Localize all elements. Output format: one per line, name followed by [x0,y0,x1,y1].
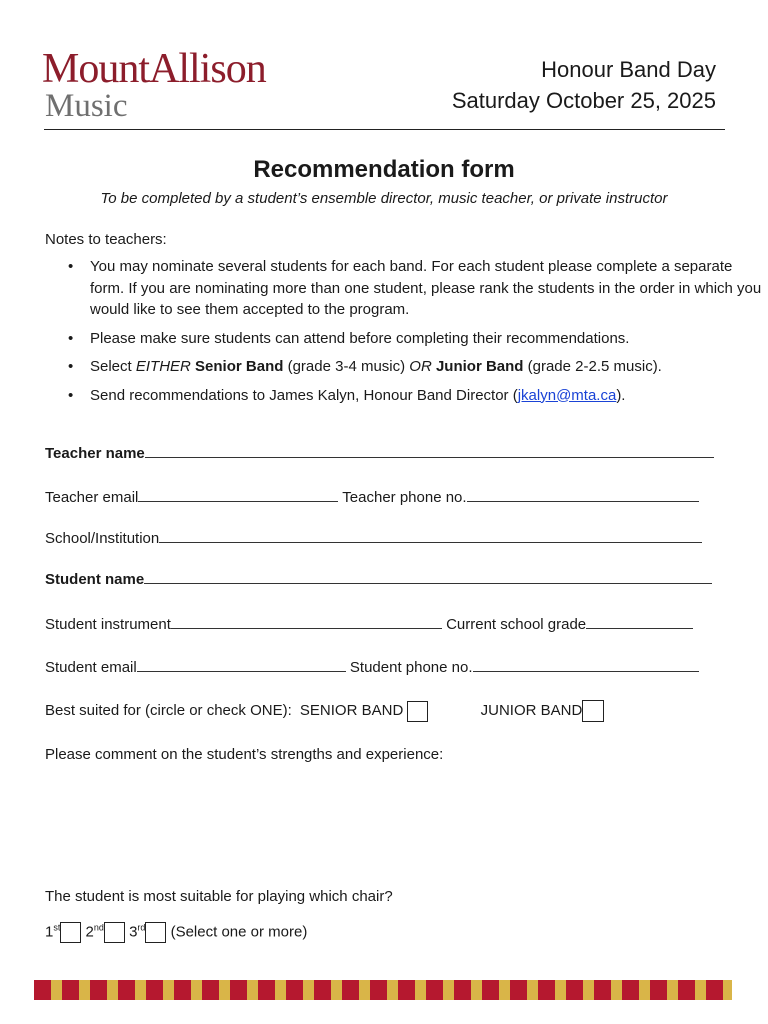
chair-2-label: 2 [85,923,94,941]
junior-band-checkbox[interactable] [582,700,604,722]
teacher-phone-field[interactable] [467,487,699,502]
teacher-phone-label: Teacher phone no. [342,489,467,506]
student-contact-row [45,657,699,676]
junior-band-label: JUNIOR BAND [480,701,583,719]
band-selection-row [45,700,604,722]
page-title: Recommendation form [253,156,515,183]
chair-selection-row: 1st 2nd 3rd (Select one or more) [45,922,307,943]
list-item: • Send recommendations to James Kalyn, Honour Band Director (jkalyn@mta.ca). [90,385,762,407]
best-suited-label: Best suited for (circle or check ONE): [45,701,292,719]
chair-1-checkbox[interactable] [60,922,81,943]
header-divider [44,129,725,130]
student-email-field[interactable] [137,657,346,672]
student-phone-field[interactable] [473,657,699,672]
school-grade-label: Current school grade [446,616,587,633]
chair-2-checkbox[interactable] [104,922,125,943]
comment-area[interactable] [45,770,717,870]
teacher-name-label: Teacher name [45,445,145,462]
list-item: • Select EITHER Senior Band (grade 3-4 music) OR Junior Band (grade 2-2.5 music). [90,356,762,378]
notes-list [45,256,762,413]
footer-stripe [34,980,732,1000]
student-email-label: Student email [45,659,137,676]
school-label: School/Institution [45,530,160,547]
select-note: (Select one or more) [170,923,308,941]
logo-wordmark: MountAllison [42,46,266,92]
page-subtitle: To be completed by a student’s ensemble director, music teacher, or private instructor [100,190,668,207]
student-instrument-label: Student instrument [45,616,171,633]
list-item: • You may nominate several students for each band. For each student please complete a separate form. If you are nominating more than one student, please rank the students in the order in which you would like to see them accepted to the program. [90,256,762,321]
school-field[interactable] [45,528,702,547]
student-name-label: Student name [45,571,145,588]
teacher-contact-row [45,487,699,506]
chair-1-label: 1 [45,923,54,941]
logo-subtitle: Music [45,88,128,124]
chair-3-checkbox[interactable] [145,922,166,943]
list-item: • Please make sure students can attend before completing their recommendations. [90,328,762,350]
event-info [452,54,716,116]
student-phone-label: Student phone no. [349,659,473,676]
comment-prompt: Please comment on the student’s strengths and experience: [45,746,444,763]
notes-heading: Notes to teachers: [45,231,167,248]
chair-question: The student is most suitable for playing which chair? [45,888,393,905]
teacher-name-field[interactable] [45,443,714,462]
student-instrument-field[interactable] [171,614,442,629]
student-instrument-row [45,614,693,633]
student-name-field[interactable] [45,569,712,588]
school-grade-field[interactable] [586,614,693,629]
senior-band-label: SENIOR BAND [299,701,404,719]
director-email-link[interactable]: jkalyn@mta.ca [517,386,617,404]
teacher-email-field[interactable] [138,487,338,502]
chair-3-label: 3 [129,923,138,941]
event-name: Honour Band Day [541,57,716,82]
event-date: Saturday October 25, 2025 [451,88,716,113]
teacher-email-label: Teacher email [45,489,139,506]
senior-band-checkbox[interactable] [407,701,428,722]
